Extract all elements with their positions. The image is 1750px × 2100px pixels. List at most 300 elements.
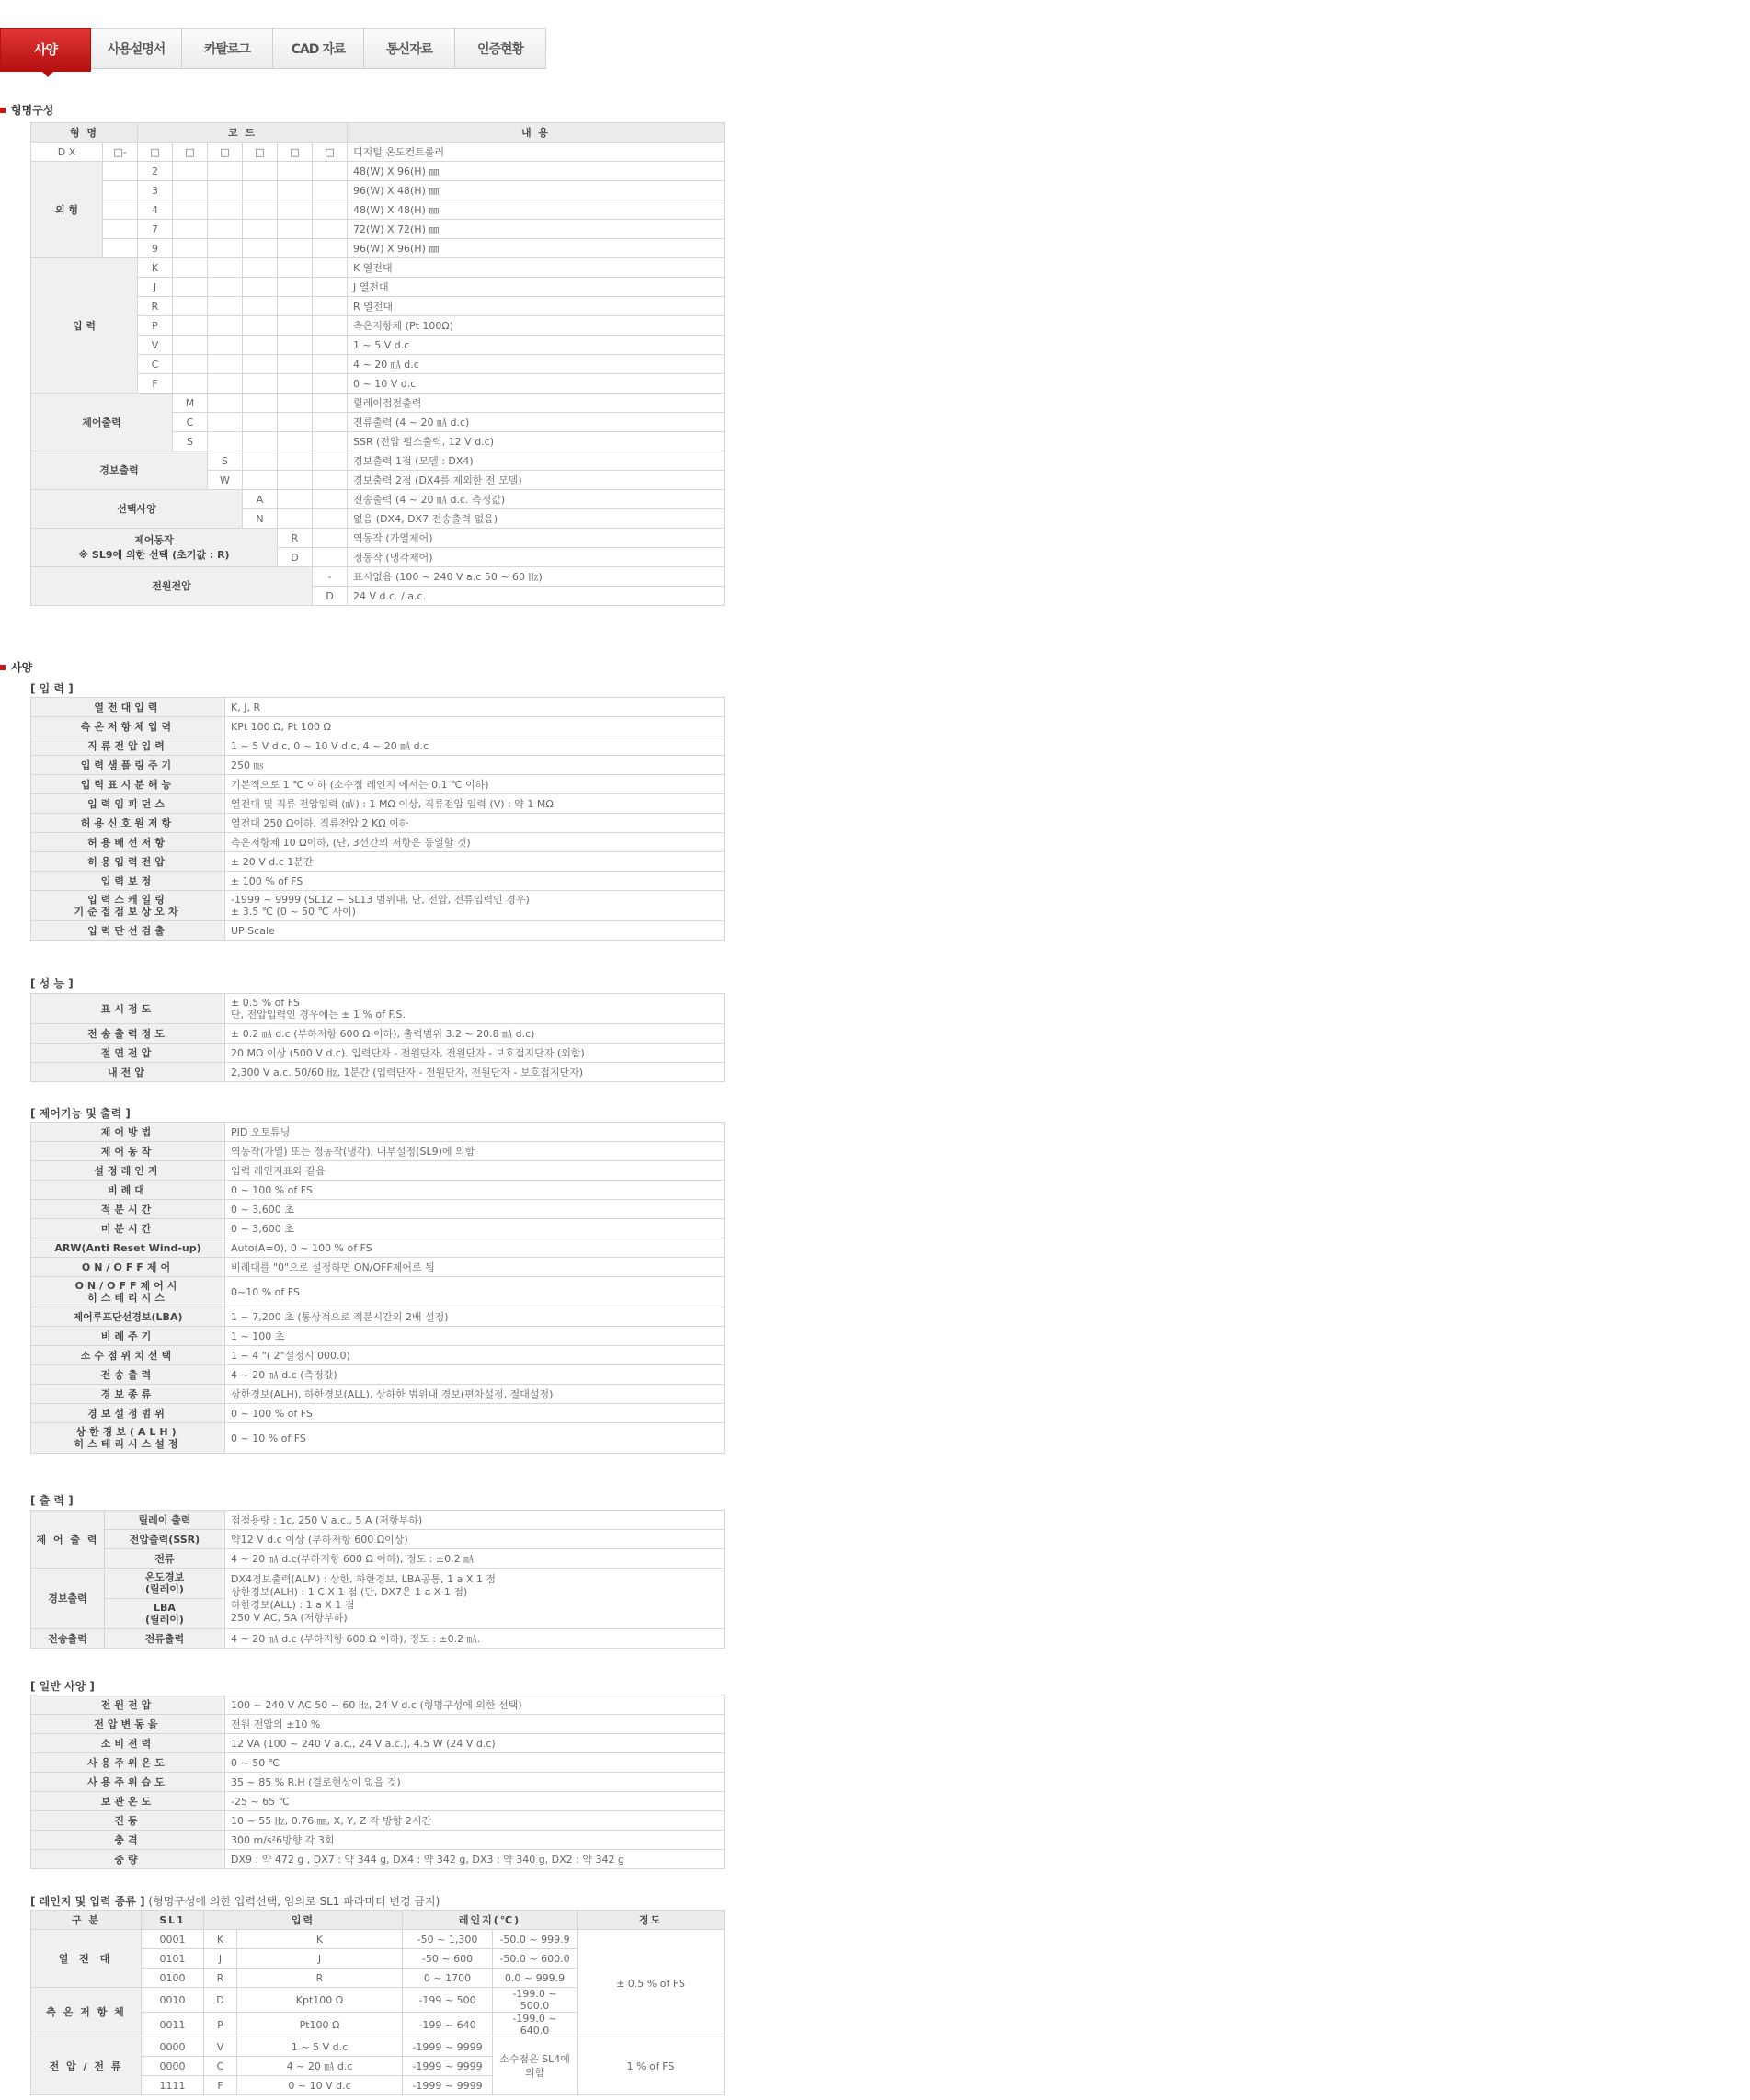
- code: C: [138, 355, 173, 374]
- row-label: 입력단선검출: [31, 921, 225, 941]
- input-code: C: [204, 2057, 237, 2076]
- row-value: 20 MΩ 이상 (500 V d.c). 입력단자 - 전원단자, 전원단자 - 보호접지단자 (외함): [225, 1044, 725, 1063]
- table-row: [31, 891, 725, 921]
- row-label: 열전대입력: [31, 698, 225, 717]
- row-label: 충격: [31, 1831, 225, 1850]
- row-value-line: ± 3.5 ℃ (0 ~ 50 ℃ 사이): [231, 906, 356, 918]
- table-row: [31, 2037, 725, 2057]
- row-label: ARW(Anti Reset Wind-up): [31, 1238, 225, 1258]
- code: R: [278, 529, 313, 548]
- row-content: R 열전대: [348, 297, 725, 316]
- table-row: [31, 123, 725, 143]
- table-row: [31, 1219, 725, 1238]
- row-label: 입력표시분해능: [31, 775, 225, 794]
- row-value: 12 VA (100 ~ 240 V a.c., 24 V a.c.), 4.5 W (24 V d.c): [225, 1734, 725, 1753]
- row-value: [225, 994, 725, 1024]
- row-value: 100 ~ 240 V AC 50 ~ 60 ㎐, 24 V d.c (형명구성에 의한 선택): [225, 1695, 725, 1715]
- range-int: -1999 ~ 9999: [403, 2076, 493, 2095]
- decimal-note-line: 의함: [524, 2067, 545, 2079]
- table-row: [31, 567, 725, 587]
- code: 3: [138, 181, 173, 200]
- range-table: [30, 1910, 725, 2095]
- range-int: -50 ~ 600: [403, 1949, 493, 1969]
- group-label: 열 전 대: [31, 1930, 142, 1988]
- row-label: [31, 994, 225, 1024]
- table-row: [31, 794, 725, 814]
- range-int: -50 ~ 1,300: [403, 1930, 493, 1949]
- range-int: -1999 ~ 9999: [403, 2057, 493, 2076]
- table-row: [31, 490, 725, 509]
- row-content: K 열전대: [348, 258, 725, 278]
- row-value: UP Scale: [225, 921, 725, 941]
- table-row: [31, 1327, 725, 1346]
- table-row: [31, 162, 725, 181]
- row-value: 1 ~ 100 초: [225, 1327, 725, 1346]
- group-label-line: 제어동작: [134, 533, 174, 546]
- table-row: [31, 1911, 725, 1930]
- row-content: 4 ~ 20 ㎃ d.c: [348, 355, 725, 374]
- row-label-line: (릴레이): [145, 1583, 184, 1595]
- input-name: Kpt100 Ω: [237, 1988, 403, 2013]
- row-content: 48(W) X 48(H) ㎜: [348, 200, 725, 220]
- table-row: [31, 1753, 725, 1773]
- tab-spec[interactable]: 사양: [0, 28, 91, 72]
- table-row: [31, 181, 725, 200]
- row-value: ± 20 V d.c 1분간: [225, 852, 725, 872]
- code: 2: [138, 162, 173, 181]
- row-label: 전송출력정도: [31, 1024, 225, 1044]
- range-decimal: -50.0 ~ 600.0: [493, 1949, 578, 1969]
- input-code: J: [204, 1949, 237, 1969]
- group-label: 제어출력: [31, 394, 173, 451]
- input-code: V: [204, 2037, 237, 2057]
- range-note: (형명구성에 의한 입력선택, 임의로 SL1 파라미터 변경 금지): [144, 1895, 440, 1908]
- code: F: [138, 374, 173, 394]
- row-label: 제어루프단선경보(LBA): [31, 1307, 225, 1327]
- row-value: 입력 레인지표와 같음: [225, 1161, 725, 1181]
- row-label: 전류: [105, 1549, 225, 1569]
- row-value: 4 ~ 20 ㎃ d.c(부하저항 600 Ω 이하), 정도 : ±0.2 ㎃: [225, 1549, 725, 1569]
- row-content: 전류출력 (4 ~ 20 ㎃ d.c): [348, 413, 725, 432]
- row-label-line: 히스테리시스: [87, 1292, 168, 1304]
- group-label: [31, 529, 278, 567]
- table-row: [31, 698, 725, 717]
- sl1-code: 0010: [142, 1988, 204, 2013]
- row-content: 48(W) X 96(H) ㎜: [348, 162, 725, 181]
- group-label: 전송출력: [31, 1629, 105, 1649]
- header-kind: 구 분: [31, 1911, 142, 1930]
- row-label: 입력샘플링주기: [31, 756, 225, 775]
- sl1-code: 0011: [142, 2013, 204, 2037]
- row-label-line: 기준접점보상오차: [74, 906, 182, 918]
- input-code: R: [204, 1969, 237, 1988]
- table-row: [31, 872, 725, 891]
- range-decimal: -199.0 ~ 500.0: [493, 1988, 578, 2013]
- table-row: [31, 1142, 725, 1161]
- input-name: 0 ~ 10 V d.c: [237, 2076, 403, 2095]
- section-title-model: 형명구성: [0, 102, 53, 118]
- table-row: [31, 736, 725, 756]
- table-row: [31, 833, 725, 852]
- table-row: [31, 756, 725, 775]
- row-value-line: 하한경보(ALL) : 1 a X 1 점: [231, 1598, 355, 1611]
- row-value: 300 m/s²6방향 각 3회: [225, 1831, 725, 1850]
- model-table: [30, 122, 725, 606]
- range-decimal: 0.0 ~ 999.9: [493, 1969, 578, 1988]
- group-label: 경보출력: [31, 1569, 105, 1629]
- row-value: [225, 1277, 725, 1307]
- table-row: [31, 1549, 725, 1569]
- row-value: 전원 전압의 ±10 %: [225, 1715, 725, 1734]
- row-value-line: 상한경보(ALH) : 1 C X 1 점 (단, DX7은 1 a X 1 점): [231, 1585, 468, 1598]
- subsection-title-performance: [ 성 능 ]: [30, 977, 74, 990]
- table-row: [31, 258, 725, 278]
- table-row: [31, 1792, 725, 1811]
- row-content: 정동작 (냉각제어): [348, 548, 725, 567]
- row-value: 상한경보(ALH), 하한경보(ALL), 상하한 범위내 경보(편차설정, 절대설정): [225, 1385, 725, 1404]
- group-label: 외 형: [31, 162, 103, 258]
- row-value: 0 ~ 3,600 초: [225, 1219, 725, 1238]
- row-content: 전송출력 (4 ~ 20 ㎃ d.c. 측정값): [348, 490, 725, 509]
- range-int: -199 ~ 640: [403, 2013, 493, 2037]
- row-label: 입력임피던스: [31, 794, 225, 814]
- row-value: 비례대를 "0"으로 설정하면 ON/OFF제어로 됨: [225, 1258, 725, 1277]
- row-label: 보관온도: [31, 1792, 225, 1811]
- code: N: [243, 509, 278, 529]
- row-content: 측온저항체 (Pt 100Ω): [348, 316, 725, 336]
- row-value: Auto(A=0), 0 ~ 100 % of FS: [225, 1238, 725, 1258]
- code: C: [173, 413, 208, 432]
- row-value: 4 ~ 20 ㎃ d.c (부하저항 600 Ω 이하), 정도 : ±0.2 ㎃.: [225, 1629, 725, 1649]
- row-content: 표시없음 (100 ~ 240 V a.c 50 ~ 60 ㎐): [348, 567, 725, 587]
- row-value: 1 ~ 7,200 초 (통상적으로 적분시간의 2배 설정): [225, 1307, 725, 1327]
- group-label-line: ※ SL9에 의한 선택 (초기값 : R): [78, 548, 230, 561]
- decimal-note-line: 소수점은 SL4에: [499, 2053, 570, 2065]
- row-value: 접점용량 : 1c, 250 V a.c., 5 A (저항부하): [225, 1511, 725, 1530]
- range-decimal: -199.0 ~ 640.0: [493, 2013, 578, 2037]
- section-title-spec: 사양: [0, 659, 32, 675]
- code: D: [313, 587, 348, 606]
- row-label: 제어동작: [31, 1142, 225, 1161]
- input-code: F: [204, 2076, 237, 2095]
- table-row: [31, 1930, 725, 1949]
- row-value: [225, 891, 725, 921]
- code: 7: [138, 220, 173, 239]
- row-label-line: 히스테리시스설정: [74, 1438, 182, 1450]
- row-label-line: (릴레이): [145, 1614, 184, 1626]
- group-label: 입 력: [31, 258, 138, 394]
- row-label: ON/OFF제어: [31, 1258, 225, 1277]
- row-label-line: ON/OFF제어시: [74, 1280, 181, 1292]
- row-value: 열전대 250 Ω이하, 직류전압 2 KΩ 이하: [225, 814, 725, 833]
- row-label: 사용주위온도: [31, 1753, 225, 1773]
- row-value: [225, 1569, 725, 1629]
- table-row: [31, 451, 725, 471]
- code-box: □-: [103, 143, 138, 162]
- table-row: [31, 1404, 725, 1423]
- row-label: 제어방법: [31, 1123, 225, 1142]
- bullet-icon: [0, 108, 6, 113]
- decimal-note: [493, 2037, 578, 2095]
- table-row: [31, 1734, 725, 1753]
- subsection-title-output: [ 출 력 ]: [30, 1494, 74, 1507]
- tab-manual[interactable]: 사용설명서: [91, 28, 182, 69]
- bullet-icon: [0, 665, 6, 670]
- code: 9: [138, 239, 173, 258]
- code: V: [138, 336, 173, 355]
- row-value: 역동작(가열) 또는 정동작(냉각), 내부설정(SL9)에 의함: [225, 1142, 725, 1161]
- table-row: [31, 1831, 725, 1850]
- row-label: 절연전압: [31, 1044, 225, 1063]
- table-row: [31, 1181, 725, 1200]
- table-row: [31, 1569, 725, 1599]
- model-name: D X: [31, 143, 103, 162]
- row-label: 릴레이 출력: [105, 1511, 225, 1530]
- table-row: [31, 1238, 725, 1258]
- header-range: 레인지(℃): [403, 1911, 578, 1930]
- row-value-line: 0 ~ 10 % of FS: [231, 1432, 306, 1444]
- code: D: [278, 548, 313, 567]
- code-box: □: [208, 143, 243, 162]
- code: R: [138, 297, 173, 316]
- input-code: D: [204, 1988, 237, 2013]
- group-label: 경보출력: [31, 451, 208, 490]
- code: S: [173, 432, 208, 451]
- header-sl1: SL1: [142, 1911, 204, 1930]
- sl1-code: 1111: [142, 2076, 204, 2095]
- row-label: 비례대: [31, 1181, 225, 1200]
- row-value: PID 오토튜닝: [225, 1123, 725, 1142]
- row-value: 35 ~ 85 % R.H (결로현상이 없을 것): [225, 1773, 725, 1792]
- row-label: 내전압: [31, 1063, 225, 1082]
- table-row: [31, 1346, 725, 1365]
- table-row: [31, 1044, 725, 1063]
- subsection-title-control: [ 제어기능 및 출력 ]: [30, 1107, 131, 1120]
- row-label: 적분시간: [31, 1200, 225, 1219]
- table-row: [31, 1811, 725, 1831]
- row-value: KPt 100 Ω, Pt 100 Ω: [225, 717, 725, 736]
- range-int: -1999 ~ 9999: [403, 2037, 493, 2057]
- row-label: 직류전압입력: [31, 736, 225, 756]
- input-name: 4 ~ 20 ㎃ d.c: [237, 2057, 403, 2076]
- row-content: 릴레이접점출력: [348, 394, 725, 413]
- general-table: [30, 1695, 725, 1869]
- row-content: 역동작 (가열제어): [348, 529, 725, 548]
- table-row: [31, 775, 725, 794]
- table-row: [31, 394, 725, 413]
- row-label: 경보설정범위: [31, 1404, 225, 1423]
- row-label: 사용주위습도: [31, 1773, 225, 1792]
- code: K: [138, 258, 173, 278]
- table-row: [31, 1629, 725, 1649]
- row-value: ± 0.2 ㎃ d.c (부하저항 600 Ω 이하), 출력범위 3.2 ~ 20.8 ㎃ d.c): [225, 1024, 725, 1044]
- tab-comm[interactable]: 통신자료: [364, 28, 455, 69]
- row-value: 열전대 및 직류 전압입력 (㎷) : 1 MΩ 이상, 직류전압 입력 (V) : 약 1 MΩ: [225, 794, 725, 814]
- input-code: P: [204, 2013, 237, 2037]
- table-row: [31, 1277, 725, 1307]
- row-value: 0 ~ 3,600 초: [225, 1200, 725, 1219]
- table-row: [31, 852, 725, 872]
- row-value: ± 100 % of FS: [225, 872, 725, 891]
- group-label: 전원전압: [31, 567, 313, 606]
- row-content: 96(W) X 96(H) ㎜: [348, 239, 725, 258]
- row-value: 0 ~ 100 % of FS: [225, 1181, 725, 1200]
- input-name: K: [237, 1930, 403, 1949]
- group-label: 제 어 출 력: [31, 1511, 105, 1569]
- tab-catalog[interactable]: 카탈로그: [182, 28, 273, 69]
- row-label: 설정레인지: [31, 1161, 225, 1181]
- row-content: 96(W) X 48(H) ㎜: [348, 181, 725, 200]
- row-label: [105, 1599, 225, 1629]
- table-row: [31, 1715, 725, 1734]
- subsection-title-range: [30, 1893, 440, 1909]
- code: -: [313, 567, 348, 587]
- input-code: K: [204, 1930, 237, 1949]
- code: M: [173, 394, 208, 413]
- table-row: [31, 1307, 725, 1327]
- input-name: Pt100 Ω: [237, 2013, 403, 2037]
- row-label: 허용배선저항: [31, 833, 225, 852]
- row-value: K, J, R: [225, 698, 725, 717]
- input-name: 1 ~ 5 V d.c: [237, 2037, 403, 2057]
- row-content: 0 ~ 10 V d.c: [348, 374, 725, 394]
- row-label: [31, 1277, 225, 1307]
- table-row: [31, 921, 725, 941]
- accuracy: ± 0.5 % of FS: [578, 1930, 725, 2037]
- table-row: [31, 1258, 725, 1277]
- range-decimal: -50.0 ~ 999.9: [493, 1930, 578, 1949]
- row-label: 경보종류: [31, 1385, 225, 1404]
- table-row: [31, 994, 725, 1024]
- table-row: [31, 1773, 725, 1792]
- tab-cert[interactable]: 인증현황: [455, 28, 546, 69]
- header-input: 입력: [204, 1911, 403, 1930]
- code: J: [138, 278, 173, 297]
- row-label: 전원전압: [31, 1695, 225, 1715]
- code: S: [208, 451, 243, 471]
- row-value-line: 단, 전압입력인 경우에는 ± 1 % of F.S.: [231, 1009, 406, 1021]
- row-content: 경보출력 1점 (모델 : DX4): [348, 451, 725, 471]
- sl1-code: 0101: [142, 1949, 204, 1969]
- tab-bar: [0, 28, 546, 70]
- row-value: 10 ~ 55 ㎐, 0.76 ㎜, X, Y, Z 각 방향 2시간: [225, 1811, 725, 1831]
- row-label: 중량: [31, 1850, 225, 1869]
- row-content: 24 V d.c. / a.c.: [348, 587, 725, 606]
- row-label-line: LBA: [154, 1602, 176, 1614]
- row-content: 1 ~ 5 V d.c: [348, 336, 725, 355]
- table-row: [31, 814, 725, 833]
- row-value: -25 ~ 65 ℃: [225, 1792, 725, 1811]
- row-label: 측온저항체입력: [31, 717, 225, 736]
- row-label-line: 온도경보: [144, 1571, 185, 1583]
- row-value: 기본적으로 1 ℃ 이하 (소수점 레인지 에서는 0.1 ℃ 이하): [225, 775, 725, 794]
- header-content: 내 용: [348, 123, 725, 143]
- table-row: [31, 1024, 725, 1044]
- table-row: [31, 529, 725, 548]
- sl1-code: 0001: [142, 1930, 204, 1949]
- table-row: [31, 717, 725, 736]
- table-row: [31, 220, 725, 239]
- row-label: 전압변동율: [31, 1715, 225, 1734]
- row-value-line: ± 0.5 % of FS: [231, 997, 300, 1009]
- header-name: 형 명: [31, 123, 138, 143]
- performance-table: [30, 993, 725, 1082]
- row-value-line: 250 V AC, 5A (저항부하): [231, 1611, 348, 1624]
- table-row: [31, 239, 725, 258]
- row-label: 허용신호원저항: [31, 814, 225, 833]
- row-label-line: 상한경보(ALH): [75, 1426, 180, 1438]
- tab-cad[interactable]: CAD 자료: [273, 28, 364, 69]
- row-content: 없음 (DX4, DX7 전송출력 없음): [348, 509, 725, 529]
- table-row: [31, 1850, 725, 1869]
- group-label: 측 온 저 항 체: [31, 1988, 142, 2037]
- row-label: 소수점위치선택: [31, 1346, 225, 1365]
- sl1-code: 0000: [142, 2037, 204, 2057]
- sl1-code: 0000: [142, 2057, 204, 2076]
- accuracy: 1 % of FS: [578, 2037, 725, 2095]
- row-label: 진동: [31, 1811, 225, 1831]
- code: A: [243, 490, 278, 509]
- row-content: 72(W) X 72(H) ㎜: [348, 220, 725, 239]
- row-value: 0 ~ 50 ℃: [225, 1753, 725, 1773]
- row-label: 전류출력: [105, 1629, 225, 1649]
- sl1-code: 0100: [142, 1969, 204, 1988]
- table-row: [31, 1695, 725, 1715]
- table-row: [31, 1161, 725, 1181]
- control-table: [30, 1122, 725, 1454]
- code: P: [138, 316, 173, 336]
- row-value: DX9 : 약 472 g , DX7 : 약 344 g, DX4 : 약 342 g, DX3 : 약 340 g, DX2 : 약 342 g: [225, 1850, 725, 1869]
- row-content: SSR (전압 펄스출력, 12 V d.c): [348, 432, 725, 451]
- table-row: [31, 1385, 725, 1404]
- input-table: [30, 697, 725, 941]
- input-name: R: [237, 1969, 403, 1988]
- row-value: 1 ~ 5 V d.c, 0 ~ 10 V d.c, 4 ~ 20 ㎃ d.c: [225, 736, 725, 756]
- code-box: □: [243, 143, 278, 162]
- group-label: 전 압 / 전 류: [31, 2037, 142, 2095]
- range-title: [ 레인지 및 입력 종류 ]: [30, 1895, 145, 1908]
- subsection-title-input: [ 입 력 ]: [30, 682, 74, 695]
- row-label: [105, 1569, 225, 1599]
- row-label-line: 입력스케일링: [87, 894, 168, 906]
- subsection-title-general: [ 일반 사양 ]: [30, 1680, 95, 1693]
- row-label: 입력보정: [31, 872, 225, 891]
- row-value-line: 0~10 % of FS: [231, 1285, 300, 1298]
- header-accuracy: 정도: [578, 1911, 725, 1930]
- range-int: 0 ~ 1700: [403, 1969, 493, 1988]
- range-int: -199 ~ 500: [403, 1988, 493, 2013]
- header-code: 코 드: [138, 123, 348, 143]
- row-label: 미분시간: [31, 1219, 225, 1238]
- row-content: 디지털 온도컨트롤러: [348, 143, 725, 162]
- group-label: 선택사양: [31, 490, 243, 529]
- row-content: J 열전대: [348, 278, 725, 297]
- row-value: 1 ~ 4 "( 2"설정시 000.0): [225, 1346, 725, 1365]
- row-label: [31, 1423, 225, 1454]
- row-label: 허용입력전압: [31, 852, 225, 872]
- table-row: [31, 1200, 725, 1219]
- row-value: 측온저항체 10 Ω이하, (단, 3선간의 저항은 동일할 것): [225, 833, 725, 852]
- table-row: [31, 1123, 725, 1142]
- code-box: □: [138, 143, 173, 162]
- table-row: [31, 1511, 725, 1530]
- row-label: 소비전력: [31, 1734, 225, 1753]
- row-value-line: -1999 ~ 9999 (SL12 ~ SL13 범위내, 단, 전압, 전류입력인 경우): [231, 894, 530, 906]
- row-value: 약12 V d.c 이상 (부하저항 600 Ω이상): [225, 1530, 725, 1549]
- table-row: [31, 143, 725, 162]
- row-label: [31, 891, 225, 921]
- row-label: 비례주기: [31, 1327, 225, 1346]
